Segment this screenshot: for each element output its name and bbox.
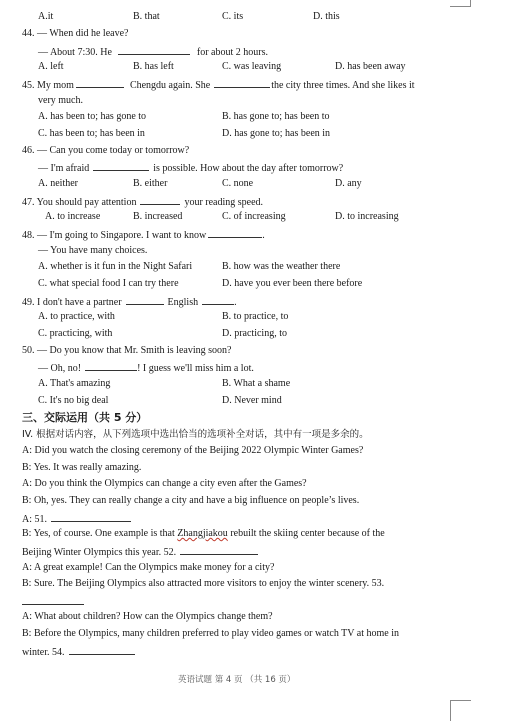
- crop-mark-top-right: [450, 0, 471, 7]
- q44-option-d: D. has been away: [335, 61, 406, 72]
- answer-blank-52[interactable]: [180, 545, 258, 555]
- q47-stem: 47. You should pay attention your reading speed.: [22, 197, 264, 208]
- q44-option-b: B. has left: [133, 61, 174, 72]
- q44-answer-blank[interactable]: [118, 45, 190, 55]
- q49-blank-1[interactable]: [126, 295, 164, 305]
- q45-stem: 45. My mom Chengdu again. She the city three times. And she likes it: [22, 80, 415, 91]
- q45-blank-1[interactable]: [76, 78, 124, 88]
- dialogue-line-13: winter. 54.: [22, 645, 135, 659]
- dialogue-line-8: A: A great example! Can the Olympics make money for a city?: [22, 562, 275, 573]
- q43-option-a: A.it: [38, 11, 54, 22]
- answer-blank-51[interactable]: [51, 512, 131, 522]
- q45-option-a: A. has been to; has gone to: [38, 111, 147, 122]
- q49-option-a: A. to practice, with: [38, 311, 115, 322]
- q48-option-c: C. what special food I can try there: [38, 278, 179, 289]
- dialogue-line-11: A: What about children? How can the Olympics change them?: [22, 611, 273, 622]
- dialogue-line-6: B: Yes, of course. One example is that Zhangjiakou rebuilt the skiing center because of the: [22, 528, 385, 539]
- q48-answer-blank[interactable]: [208, 228, 262, 238]
- q46-option-c: C. none: [222, 178, 254, 189]
- q49-option-d: D. practicing, to: [222, 328, 287, 339]
- q45-option-d: D. has gone to; has been in: [222, 128, 331, 139]
- answer-blank-54[interactable]: [69, 645, 135, 655]
- dialogue-line-5: A: 51.: [22, 512, 131, 526]
- q44-option-a: A. left: [38, 61, 64, 72]
- q49-stem: 49. I don't have a partner English .: [22, 297, 237, 308]
- q48-stem: 48. — I'm going to Singapore. I want to know .: [22, 230, 265, 241]
- q47-option-c: C. of increasing: [222, 211, 286, 222]
- q50-option-b: B. What a shame: [222, 378, 291, 389]
- q46-answer-blank[interactable]: [93, 161, 149, 171]
- q45-blank-2[interactable]: [214, 78, 270, 88]
- q43-option-b: B. that: [133, 11, 160, 22]
- q49-option-c: C. practicing, with: [38, 328, 113, 339]
- q49-option-b: B. to practice, to: [222, 311, 289, 322]
- q46-line2: — I'm afraid is possible. How about the day after tomorrow?: [38, 163, 344, 174]
- dialogue-line-4: B: Oh, yes. They can really change a city and have a big influence on people’s lives.: [22, 495, 360, 506]
- q44-line2: — About 7:30. He for about 2 hours.: [38, 47, 268, 58]
- q50-line2: — Oh, no! ! I guess we'll miss him a lot.: [38, 363, 254, 374]
- page-footer: 英语试题 第 4 页 （共 16 页）: [178, 675, 296, 685]
- q46-option-d: D. any: [335, 178, 362, 189]
- q43-option-c: C. its: [222, 11, 244, 22]
- place-name-zhangjiakou: Zhangjiakou: [177, 528, 228, 539]
- q47-option-b: B. increased: [133, 211, 183, 222]
- q44-stem: 44. — When did he leave?: [22, 28, 129, 39]
- q45-option-b: B. has gone to; has been to: [222, 111, 330, 122]
- q48-option-d: D. have you ever been there before: [222, 278, 363, 289]
- dialogue-line-9: B: Sure. The Beijing Olympics also attracted more visitors to enjoy the winter scenery. 53.: [22, 578, 385, 589]
- q46-stem: 46. — Can you come today or tomorrow?: [22, 145, 190, 156]
- dialogue-line-2: B: Yes. It was really amazing.: [22, 462, 142, 473]
- q48-option-a: A. whether is it fun in the Night Safari: [38, 261, 193, 272]
- dialogue-line-3: A: Do you think the Olympics can change a city even after the Games?: [22, 478, 307, 489]
- q46-option-a: A. neither: [38, 178, 78, 189]
- q49-blank-2[interactable]: [202, 295, 234, 305]
- dialogue-line-7: Beijing Winter Olympics this year. 52.: [22, 545, 258, 559]
- crop-mark-bottom-right: [450, 700, 471, 721]
- q50-option-a: A. That's amazing: [38, 378, 111, 389]
- q45-stem-cont: very much.: [38, 95, 83, 106]
- q47-answer-blank[interactable]: [140, 195, 180, 205]
- dialogue-line-12: B: Before the Olympics, many children preferred to play video games or watch TV at home in: [22, 628, 400, 639]
- q47-option-a: A. to increase: [45, 211, 101, 222]
- q50-answer-blank[interactable]: [85, 361, 137, 371]
- answer-blank-53[interactable]: [22, 595, 84, 605]
- q48-option-b: B. how was the weather there: [222, 261, 341, 272]
- q50-option-c: C. It's no big deal: [38, 395, 109, 406]
- dialogue-line-10: [22, 595, 84, 609]
- q50-stem: 50. — Do you know that Mr. Smith is leaving soon?: [22, 345, 232, 356]
- q46-option-b: B. either: [133, 178, 168, 189]
- section-instruction: IV. 根据对话内容，从下列选项中选出恰当的选项补全对话，其中有一项是多余的。: [22, 429, 369, 440]
- q44-option-c: C. was leaving: [222, 61, 282, 72]
- q45-option-c: C. has been to; has been in: [38, 128, 145, 139]
- q47-option-d: D. to increasing: [335, 211, 399, 222]
- q50-option-d: D. Never mind: [222, 395, 282, 406]
- q48-line2: — You have many choices.: [38, 245, 148, 256]
- section-heading: 三、交际运用（共 5 分）: [22, 411, 148, 424]
- q43-option-d: D. this: [313, 11, 340, 22]
- dialogue-line-1: A: Did you watch the closing ceremony of the Beijing 2022 Olympic Winter Games?: [22, 445, 364, 456]
